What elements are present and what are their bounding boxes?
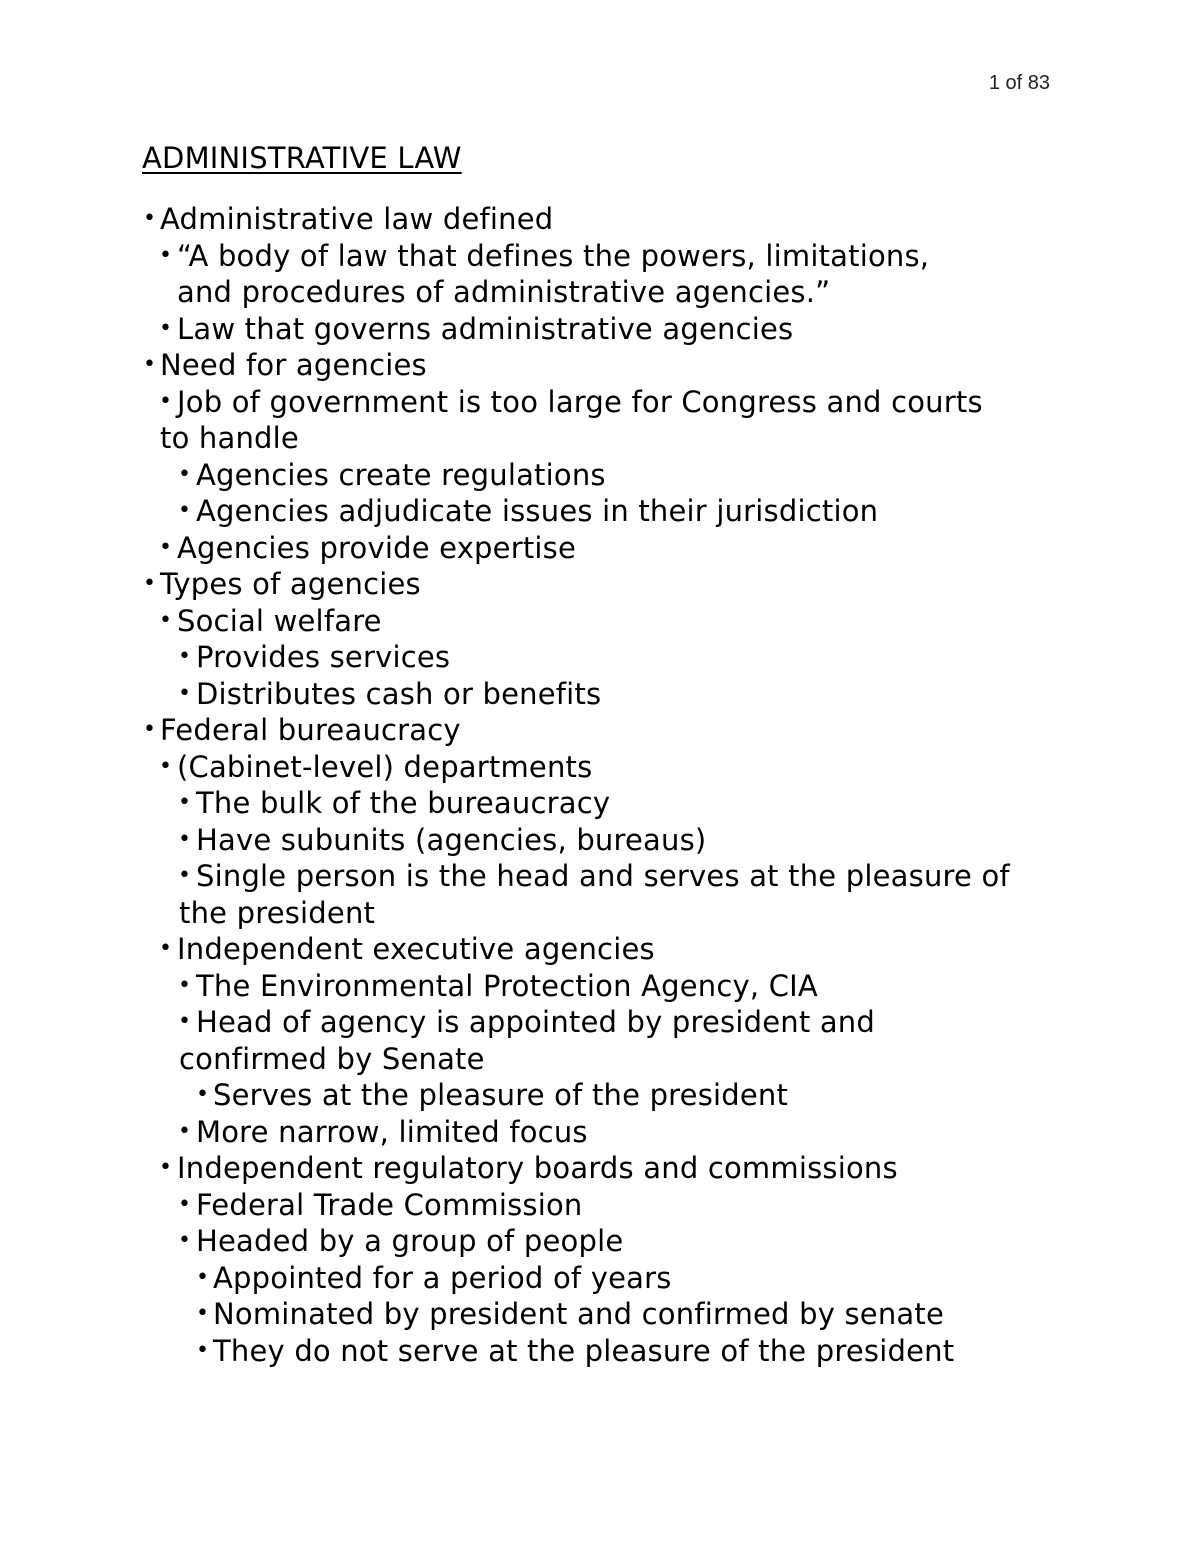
outline-item-text: The Environmental Protection Agency, CIA bbox=[196, 968, 818, 1003]
bullet-outline bbox=[0, 201, 1200, 1369]
outline-item-text: Federal Trade Commission bbox=[196, 1187, 583, 1222]
outline-item-text-continued: confirmed by Senate bbox=[179, 1041, 485, 1076]
bullet-icon: • bbox=[178, 863, 192, 888]
outline-item-text: Social welfare bbox=[177, 603, 382, 638]
outline-item-level-3 bbox=[0, 1223, 1200, 1260]
bullet-icon: • bbox=[196, 1082, 210, 1107]
outline-item-text: Federal bureaucracy bbox=[160, 713, 461, 747]
outline-item-text: They do not serve at the pleasure of the president bbox=[213, 1333, 955, 1368]
outline-item-text: Agencies provide expertise bbox=[177, 530, 577, 565]
outline-item-text: Provides services bbox=[196, 640, 451, 674]
outline-item-text: Agencies adjudicate issues in their jurisdiction bbox=[196, 494, 879, 528]
outline-item-level-2 bbox=[0, 311, 1200, 348]
bullet-icon: • bbox=[178, 1191, 192, 1217]
bullet-icon: • bbox=[178, 680, 192, 706]
outline-item-text: Have subunits (agencies, bureaus) bbox=[196, 822, 707, 857]
outline-item-level-3 bbox=[0, 785, 1200, 822]
outline-item-text: Appointed for a period of years bbox=[213, 1260, 672, 1295]
bullet-icon: • bbox=[143, 206, 157, 231]
outline-item-level-2 bbox=[0, 530, 1200, 567]
outline-item-level-3 bbox=[0, 1004, 1200, 1077]
bullet-icon: • bbox=[196, 1264, 210, 1290]
page-indicator: 1 of 83 bbox=[988, 72, 1050, 94]
bullet-icon: • bbox=[159, 388, 173, 414]
bullet-icon: • bbox=[159, 607, 173, 633]
outline-item-level-2 bbox=[0, 1150, 1200, 1187]
outline-item-text: Law that governs administrative agencies bbox=[177, 311, 794, 346]
outline-item-level-3 bbox=[0, 822, 1200, 859]
document-title: ADMINISTRATIVE LAW bbox=[142, 141, 462, 175]
outline-item-text: More narrow, limited focus bbox=[196, 1114, 588, 1149]
outline-item-text: Independent executive agencies bbox=[177, 932, 655, 966]
bullet-icon: • bbox=[159, 534, 173, 560]
bullet-icon: • bbox=[178, 1228, 192, 1253]
outline-item-text-continued: to handle bbox=[160, 421, 299, 455]
outline-item-level-3 bbox=[0, 968, 1200, 1005]
outline-item-text-continued: and procedures of administrative agencies.” bbox=[177, 275, 831, 309]
outline-item-level-1 bbox=[0, 347, 1200, 384]
outline-item-text: Single person is the head and serves at the pleasure of bbox=[196, 859, 1010, 893]
outline-item-text-continued: the president bbox=[179, 895, 376, 930]
outline-item-level-2 bbox=[0, 603, 1200, 640]
outline-item-level-3 bbox=[0, 676, 1200, 713]
outline-item-level-3 bbox=[0, 1114, 1200, 1151]
outline-item-text: “A body of law that defines the powers, limitations, bbox=[177, 238, 930, 273]
bullet-icon: • bbox=[178, 1009, 192, 1034]
outline-item-text: Need for agencies bbox=[160, 348, 427, 382]
outline-item-level-2 bbox=[0, 931, 1200, 968]
bullet-icon: • bbox=[159, 242, 173, 268]
outline-item-level-2 bbox=[0, 384, 1200, 457]
outline-item-level-4 bbox=[0, 1077, 1200, 1114]
outline-item-level-2 bbox=[0, 749, 1200, 786]
bullet-icon: • bbox=[143, 352, 157, 377]
outline-item-level-2 bbox=[0, 238, 1200, 311]
outline-item-level-1 bbox=[0, 712, 1200, 749]
outline-item-text: Agencies create regulations bbox=[196, 457, 606, 492]
bullet-icon: • bbox=[178, 644, 192, 669]
outline-item-level-1 bbox=[0, 566, 1200, 603]
bullet-icon: • bbox=[159, 753, 173, 779]
outline-item-text: The bulk of the bureaucracy bbox=[196, 786, 611, 820]
outline-item-level-3 bbox=[0, 457, 1200, 494]
outline-item-level-4 bbox=[0, 1333, 1200, 1370]
outline-item-text: Head of agency is appointed by president and bbox=[196, 1005, 876, 1039]
outline-item-level-3 bbox=[0, 493, 1200, 530]
bullet-icon: • bbox=[159, 1155, 173, 1180]
outline-item-level-3 bbox=[0, 639, 1200, 676]
outline-item-text: Distributes cash or benefits bbox=[196, 676, 602, 711]
bullet-icon: • bbox=[143, 717, 157, 742]
outline-item-text: Headed by a group of people bbox=[196, 1224, 624, 1258]
outline-item-text: Serves at the pleasure of the president bbox=[213, 1078, 789, 1112]
outline-item-level-4 bbox=[0, 1296, 1200, 1333]
outline-item-text: Job of government is too large for Congress and courts bbox=[177, 384, 983, 419]
bullet-icon: • bbox=[196, 1337, 210, 1363]
bullet-icon: • bbox=[143, 571, 157, 596]
bullet-icon: • bbox=[178, 1118, 192, 1144]
outline-item-text: Independent regulatory boards and commissions bbox=[177, 1151, 898, 1185]
outline-item-level-4 bbox=[0, 1260, 1200, 1297]
bullet-icon: • bbox=[159, 936, 173, 961]
outline-item-text: (Cabinet-level) departments bbox=[177, 749, 593, 784]
bullet-icon: • bbox=[178, 790, 192, 815]
outline-item-text: Types of agencies bbox=[160, 567, 421, 601]
outline-item-text: Administrative law defined bbox=[160, 202, 554, 236]
outline-item-text: Nominated by president and confirmed by senate bbox=[213, 1297, 944, 1331]
outline-item-level-3 bbox=[0, 858, 1200, 931]
bullet-icon: • bbox=[178, 461, 192, 487]
outline-item-level-1 bbox=[0, 201, 1200, 238]
bullet-icon: • bbox=[196, 1301, 210, 1326]
bullet-icon: • bbox=[178, 826, 192, 852]
bullet-icon: • bbox=[159, 315, 173, 341]
bullet-icon: • bbox=[178, 498, 192, 523]
outline-item-level-3 bbox=[0, 1187, 1200, 1224]
bullet-icon: • bbox=[178, 972, 192, 998]
